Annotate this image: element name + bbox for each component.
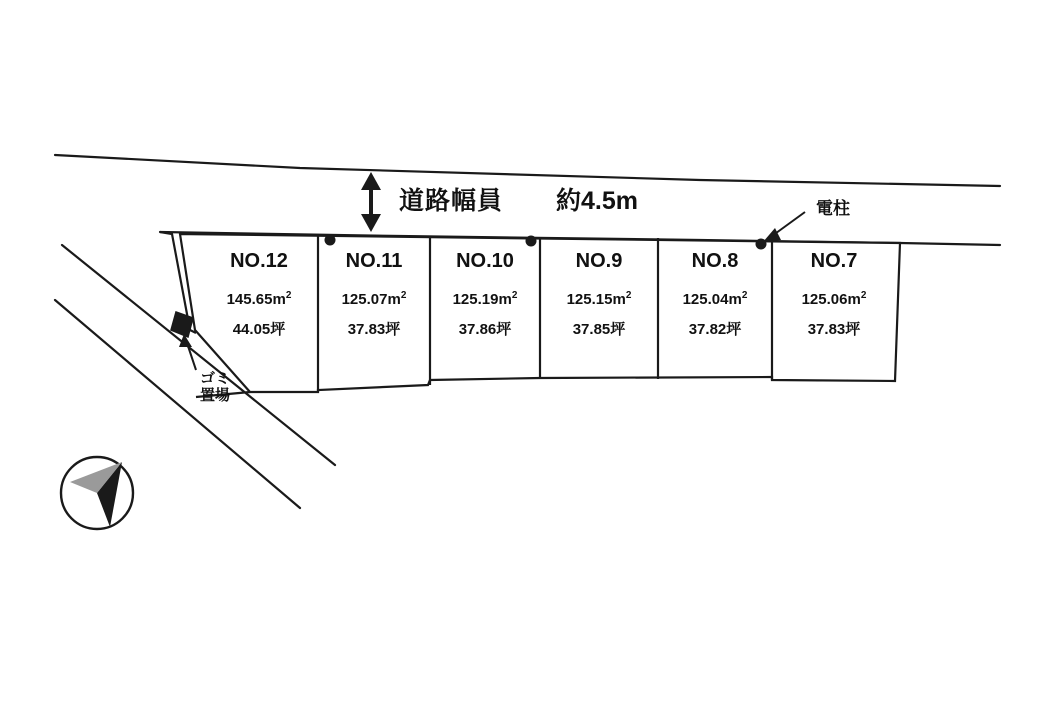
lot-area-value-no10: 125.19	[452, 291, 499, 308]
lot-area-no9	[542, 290, 656, 309]
lot-area-value-no8: 125.04	[682, 291, 729, 308]
lot-area-unit-no8: m	[728, 291, 742, 308]
lot-tsubo-no9: 37.85坪	[572, 321, 626, 338]
lot-area-sup-no8: 2	[741, 290, 748, 301]
lot-tsubo-no7: 37.83坪	[807, 321, 861, 338]
utility-pole-arrow	[763, 228, 781, 242]
lot-area-sup-no10: 2	[511, 290, 518, 301]
lot-area-value-no11: 125.07	[341, 291, 388, 308]
lot-area-unit-no9: m	[612, 291, 626, 308]
road-width-arrow-up	[361, 172, 381, 190]
lot-area-no10	[432, 290, 538, 309]
lot-area-unit-no7: m	[847, 291, 861, 308]
lot-area-sup-no12: 2	[285, 290, 292, 301]
lot-label-no7: NO.7	[810, 250, 858, 272]
lot-area-sup-no7: 2	[860, 290, 867, 301]
lot-tsubo-no8: 37.82坪	[688, 321, 742, 338]
lot-label-no12: NO.12	[230, 250, 288, 272]
road-width-label: 道路幅員	[399, 187, 504, 215]
lot-area-no8	[660, 290, 770, 309]
lot-area-no7	[774, 290, 894, 309]
lot-area-unit-no10: m	[498, 291, 512, 308]
lot-area-sup-no9: 2	[625, 290, 632, 301]
garbage-station-label-line2: 置場	[199, 387, 230, 405]
lot-area-value-no12: 145.65	[226, 291, 273, 308]
utility-pole-label: 電柱	[816, 199, 850, 218]
lot-tsubo-no12: 44.05坪	[232, 321, 286, 338]
road-width-arrow-down	[361, 214, 381, 232]
lot-tsubo-no10: 37.86坪	[458, 321, 512, 338]
lot-area-no11	[320, 290, 428, 309]
lot-area-value-no7: 125.06	[801, 291, 848, 308]
utility-pole-dot-no11	[325, 235, 336, 246]
lot-area-unit-no11: m	[387, 291, 401, 308]
lot-area-unit-no12: m	[272, 291, 286, 308]
lot-label-no11: NO.11	[345, 250, 403, 272]
lot-label-no9: NO.9	[575, 250, 623, 272]
utility-pole-dot-no8	[756, 239, 767, 250]
garbage-station-label-line1: ゴミ	[199, 370, 230, 387]
lot-label-no8: NO.8	[691, 250, 739, 272]
lot-label-no10: NO.10	[456, 250, 514, 272]
road-width-value: 約4.5m	[556, 187, 638, 215]
road-north-edge	[55, 155, 1000, 186]
garbage-station-label	[185, 370, 245, 405]
lot-tsubo-no11: 37.83坪	[347, 321, 401, 338]
lot-area-sup-no11: 2	[400, 290, 407, 301]
garbage-station-marker	[171, 312, 193, 337]
utility-pole-dot-no10	[526, 236, 537, 247]
lot-area-no12	[204, 290, 314, 309]
lot-area-value-no9: 125.15	[566, 291, 613, 308]
